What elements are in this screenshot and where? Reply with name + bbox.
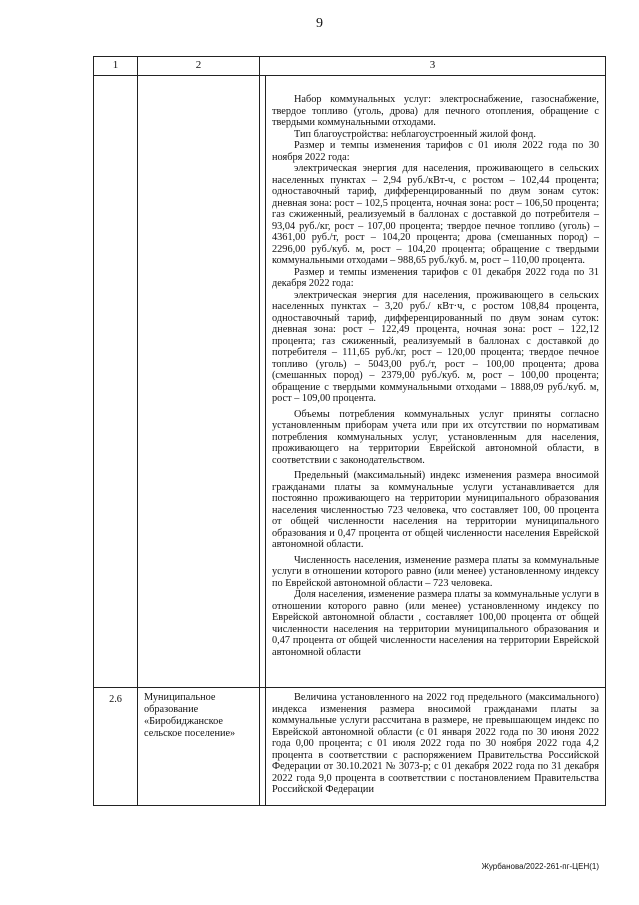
paragraph-tariffs-2: электрическая энергия для населения, проживающего в сельских населенных пунктах – 3,20 руб./ кВт·ч, с ростом 108,84 процента, одноставочный тариф, дифференцированный по двум зонам суток: дневная зона: рост – 122,49 процента, ночная зона: рост – 122,12 процента; газ сжиженный, реализуемый в баллонах с доставкой до потребителя – 111,65 руб./кг, рост – 120,00 процента; твердое печное топливо (уголь) – 5043,00 руб./т, рост – 100,00 процента; дрова (смешанных пород) – 2379,00 руб./куб. м, рост – 100,00 процента; обращение с твердыми коммунальными отходами – 1888,09 руб./куб. м, рост – 109,00 процента. [272, 289, 599, 404]
tariff-table [93, 56, 606, 806]
header-col-1: 1 [94, 57, 138, 76]
paragraph-population: Численность населения, изменение размера платы за коммунальные услуги в отношении которого равно (или менее) установленному индексу по Еврейской автономной области – 723 человека. [272, 554, 599, 589]
paragraph-tariff-period-1: Размер и темпы изменения тарифов с 01 июля 2022 года по 30 ноября 2022 года: [272, 140, 599, 163]
table-row [94, 688, 606, 806]
row-content-cell [266, 76, 606, 688]
table-header-row [94, 57, 606, 76]
header-col-3: 3 [260, 57, 606, 76]
paragraph-tariff-period-2: Размер и темпы изменения тарифов с 01 декабря 2022 года по 31 декабря 2022 года: [272, 266, 599, 289]
paragraph-tariffs-1: электрическая энергия для населения, проживающего в сельских населенных пунктах – 2,94 руб./кВт-ч, с ростом – 102,44 процента; одноставочный тариф, дифференцированный по двум зонам суток: дневная зона: рост – 102,5 процента, ночная зона: рост – 106,50 процента; газ сжиженный, реализуемый в баллонах с доставкой до потребителя – 93,04 руб./кг, рост – 107,00 процента; твердое печное топливо (уголь) – 4361,00 руб./т, рост – 104,20 процента; дрова (смешанных пород) – 2296,00 руб./куб. м, рост – 104,20 процента; обращение с твердыми коммунальными отходами – 988,65 руб./куб. м, рост – 110,00 процента. [272, 163, 599, 266]
paragraph-max-index: Предельный (максимальный) индекс изменения размера вносимой гражданами платы за коммунальные услуги устанавливается для постоянно проживающего на территории муниципального образования населения численностью 723 человека, что составляет 100, 00 процента от общей численности населения на территории муниципального образования и 0,47 процента от общей численности населения Еврейской автономной области. [272, 470, 599, 550]
paragraph-housing-type: Тип благоустройства: неблагоустроенный жилой фонд. [294, 128, 536, 140]
header-col-2: 2 [138, 57, 260, 76]
row-name-cell [138, 76, 260, 688]
row-number-cell [94, 76, 138, 688]
table-row [94, 76, 606, 688]
paragraph-consumption: Объемы потребления коммунальных услуг приняты согласно установленным приборам учета или при их отсутствии по нормативам потребления коммунальных услуг, установленным для населения, проживающего на территории Еврейской автономной области, в соответствии с законодательством. [272, 408, 599, 466]
row-content-cell [266, 688, 606, 806]
paragraph-index-value: Величина установленного на 2022 год предельного (максимального) индекса изменения размера вносимой гражданами платы за коммунальные услуги рассчитана в размере, не превышающем индекс по Еврейской автономной области (с 01 января 2022 года по 30 июня 2022 года 0,00 процента; с 01 июля 2022 года по 30 ноября 2022 года 4,2 процента в соответствии с распоряжением Правительства Российской Федерации от 30.10.2021 № 3073-р; с 01 декабря 2022 года по 31 декабря 2022 года 9,0 процента в соответствии с постановлением Правительства Российской Федерации [272, 692, 599, 795]
document-code: Журбанова/2022-261-пг-ЦЕН(1) [481, 862, 599, 871]
row-name-cell: Муниципальное образование «Биробиджанское сельское поселение» [138, 688, 260, 806]
row-number-cell: 2.6 [94, 688, 138, 806]
paragraph-services: Набор коммунальных услуг: электроснабжение, газоснабжение, твердое топливо (уголь, дрова) для печного отопления, обращение с твердыми коммунальными отходами. [272, 94, 599, 128]
page-number: 9 [316, 16, 323, 31]
paragraph-population-share: Доля населения, изменение размера платы за коммунальные услуги в отношении которого равно (или менее) установленному индексу по Еврейской автономной области , составляет 100,00 процента от общей численности населения на территории муниципального образования и 0,47 процента от общей численности населения на территории Еврейской автономной области [272, 589, 599, 658]
